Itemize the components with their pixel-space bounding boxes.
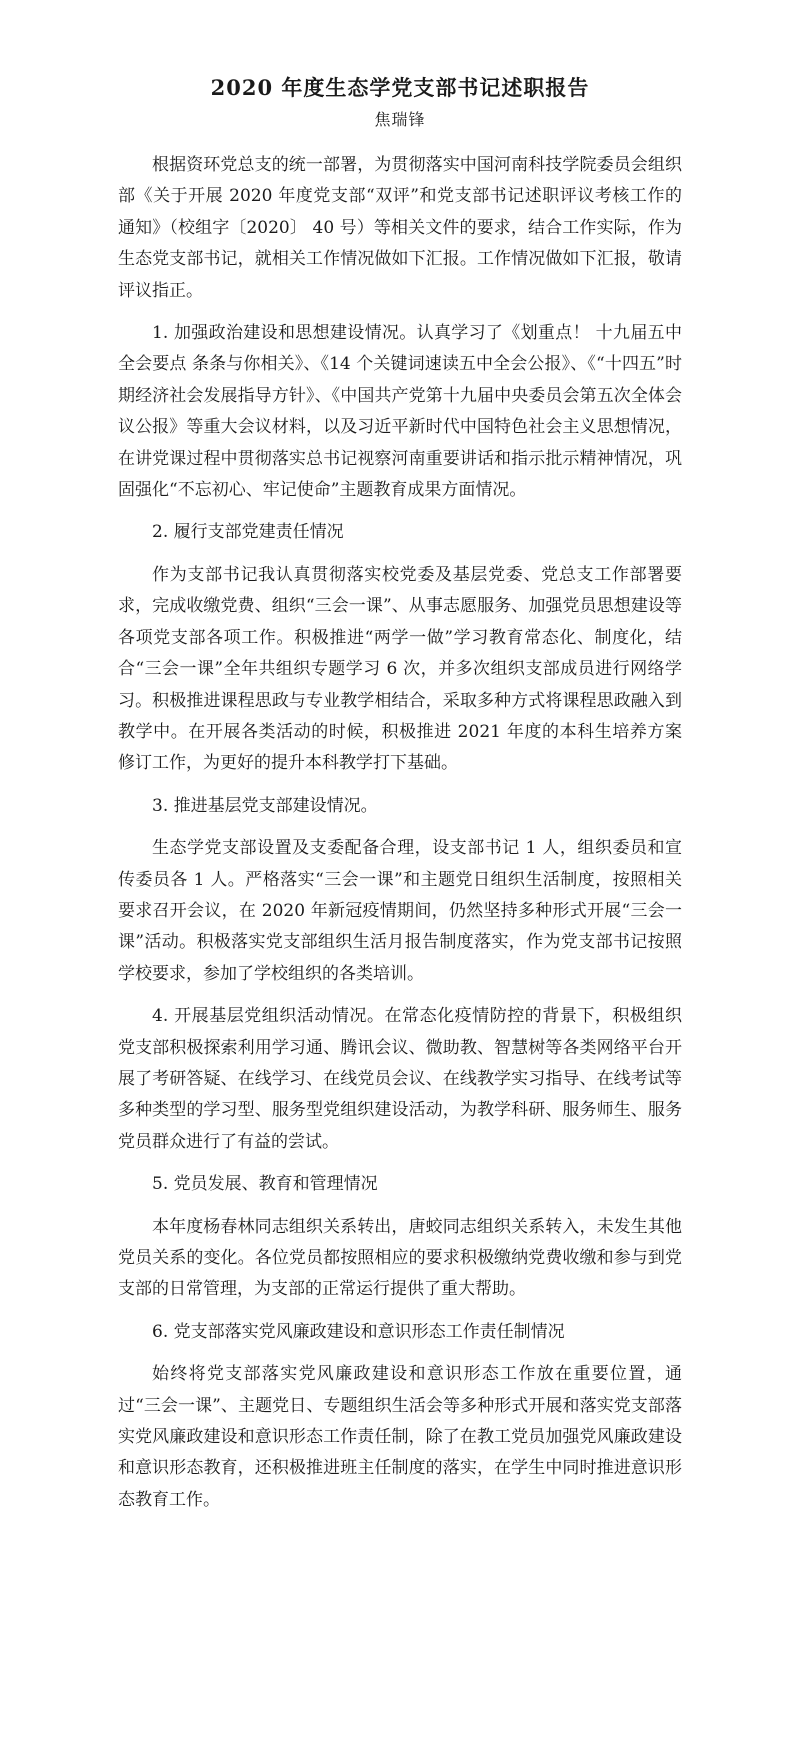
author-name: 焦瑞锋 xyxy=(374,110,426,129)
intro-paragraph: 根据资环党总支的统一部署，为贯彻落实中国河南科技学院委员会组织部《关于开展 2020 年度党支部“双评”和党支部书记述职评议考核工作的通知》（校组字〔2020〕 40 号）等相关文件的要求，结合工作实际，作为生态党支部书记，就相关工作情况做如下汇报。工作情况做如下汇报，敬请评议指正。 xyxy=(118,155,682,301)
section-4-paragraph: 4. 开展基层党组织活动情况。在常态化疫情防控的背景下，积极组织党支部积极探索利用学习通、腾讯会议、微助教、智慧树等各类网络平台开展了考研答疑、在线学习、在线党员会议、在线教学实习指导、在线考试等多种类型的学习型、服务型党组织建设活动，为教学科研、服务师生、服务党员群众进行了有益的尝试。 xyxy=(118,1006,682,1152)
section-6-paragraph: 始终将党支部落实党风廉政建设和意识形态工作放在重要位置，通过“三会一课”、主题党日、专题组织生活会等多种形式开展和落实党支部落实党风廉政建设和意识形态工作责任制，除了在教工党员加强党风廉政建设和意识形态教育，还积极推进班主任制度的落实，在学生中同时推进意识形态教育工作。 xyxy=(118,1364,682,1510)
section-5-paragraph: 本年度杨春林同志组织关系转出，唐蛟同志组织关系转入，未发生其他党员关系的变化。各位党员都按照相应的要求积极缴纳党费收缴和参与到党支部的日常管理，为支部的正常运行提供了重大帮助。 xyxy=(118,1216,682,1300)
report-title: 2020 年度生态学党支部书记述职报告 xyxy=(210,75,590,100)
section-6-heading: 6. 党支部落实党风廉政建设和意识形态工作责任制情况 xyxy=(152,1321,565,1342)
section-2-heading: 2. 履行支部党建责任情况 xyxy=(152,522,344,543)
section-5-heading: 5. 党员发展、教育和管理情况 xyxy=(152,1174,378,1195)
section-3-heading: 3. 推进基层党支部建设情况。 xyxy=(152,795,378,816)
report-page xyxy=(118,72,682,1527)
section-3-paragraph: 生态学党支部设置及支委配备合理，设支部书记 1 人，组织委员和宣传委员各 1 人。严格落实“三会一课”和主题党日组织生活制度，按照相关要求召开会议，在 2020 年新冠疫情期间，仍然坚持多种形式开展“三会一课”活动。积极落实党支部组织生活月报告制度落实，作为党支部书记按照学校要求，参加了学校组织的各类培训。 xyxy=(118,838,682,984)
section-2-paragraph: 作为支部书记我认真贯彻落实校党委及基层党委、党总支工作部署要求，完成收缴党费、组织“三会一课”、从事志愿服务、加强党员思想建设等各项党支部各项工作。积极推进“两学一做”学习教育常态化、制度化，结合“三会一课”全年共组织专题学习 6 次，并多次组织支部成员进行网络学习。积极推进课程思政与专业教学相结合，采取多种方式将课程思政融入到教学中。在开展各类活动的时候，积极推进 2021 年度的本科生培养方案修订工作，为更好的提升本科教学打下基础。 xyxy=(118,564,682,774)
section-1-paragraph: 1. 加强政治建设和思想建设情况。认真学习了《划重点！ 十九届五中全会要点 条条与你相关》、《14 个关键词速读五中全会公报》、《“十四五”时期经济社会发展指导方针》、《中国共产党第十九届中央委员会第五次全体会议公报》等重大会议材料，以及习近平新时代中国特色社会主义思想情况，在讲党课过程中贯彻落实总书记视察河南重要讲话和指示批示精神情况，巩固强化“不忘初心、牢记使命”主题教育成果方面情况。 xyxy=(118,323,682,501)
